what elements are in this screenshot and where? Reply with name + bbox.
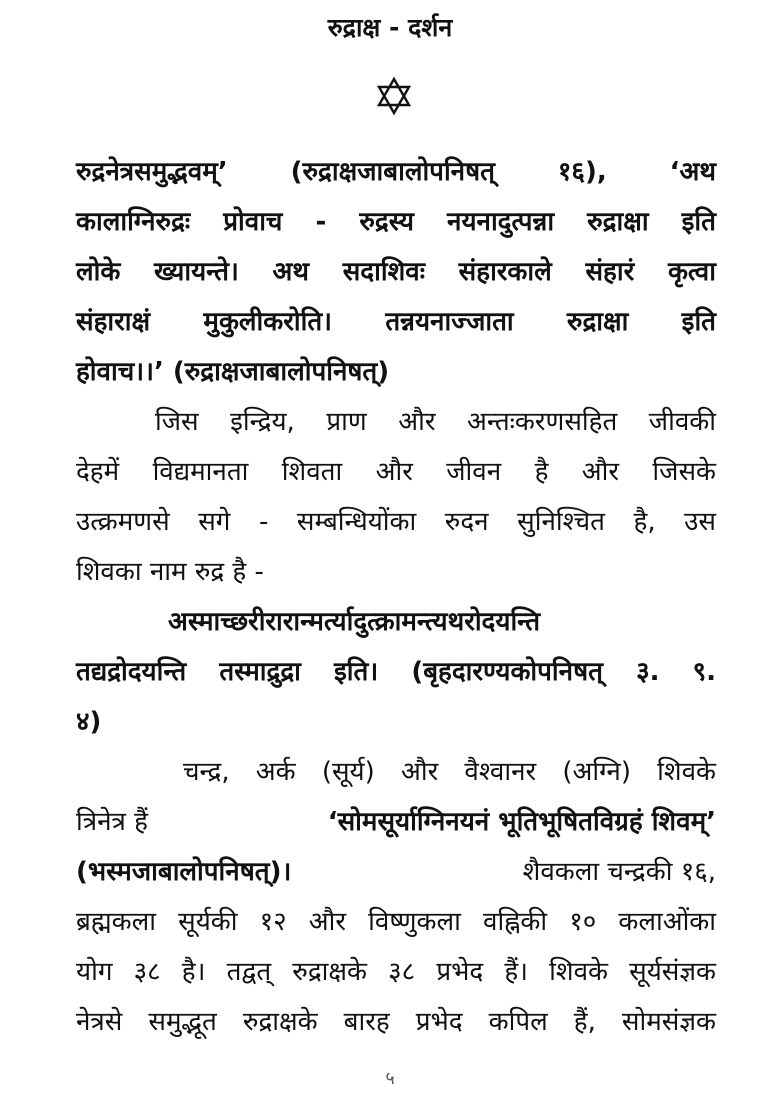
text-line-2: कालाग्निरुद्रः प्रोवाच - रुद्रस्य नयनादुत्पन्ना रुद्राक्षा इति [76,207,716,237]
text-line-18: नेत्रसे समुद्भूत रुद्राक्षके बारह प्रभेद कपिल हैं, सोमसंज्ञक [76,1007,716,1037]
text-line-6: जिस इन्द्रिय, प्राण और अन्तःकरणसहित जीवकी [155,407,716,437]
text-line-9: शिवका नाम रुद्र है - [76,557,264,587]
text-line-5: होवाच।।’ (रुद्राक्षजाबालोपनिषत्) [76,357,390,387]
text-line-10: अस्माच्छरीरारान्मर्त्यादुत्क्रामन्त्यथरोदयन्ति [168,607,541,637]
text-line-1: रुद्रनेत्रसमुद्भवम्’ (रुद्राक्षजाबालोपनिषत् १६), ‘अथ [76,157,716,187]
text-line-14 [76,804,716,840]
text-line-12: ४) [76,707,102,737]
quote-segment: ‘सोमसूर्याग्निनयनं भूतिभूषितविग्रहं शिवम्’ [327,807,716,837]
text-segment: त्रिनेत्र हैं [76,807,148,837]
text-line-8: उत्क्रमणसे सगे - सम्बन्धियोंका रुदन सुनिश्चित है, उस [76,507,716,537]
text-line-13: चन्द्र, अर्क (सूर्य) और वैश्वानर (अग्नि) शिवके [183,757,716,787]
running-head: रुद्राक्ष - दर्शन [327,13,453,42]
star-of-david-icon [374,76,414,116]
citation-segment: (भस्मजाबालोपनिषत्)। [76,857,292,887]
text-line-4: संहाराक्षं मुकुलीकरोति। तन्नयनाज्जाता रुद्राक्षा इति [76,307,716,337]
text-line-11: तद्यद्रोदयन्ति तस्माद्रुद्रा इति। (बृहदारण्यकोपनिषत् ३. ९. [76,657,716,687]
text-line-17: योग ३८ है। तद्वत् रुद्राक्षके ३८ प्रभेद हैं। शिवके सूर्यसंज्ञक [76,957,716,987]
text-line-3: लोके ख्यायन्ते। अथ सदाशिवः संहारकाले संहारं कृत्वा [76,257,716,287]
page-number: ५ [385,1068,395,1089]
text-line-16: ब्रह्मकला सूर्यकी १२ और विष्णुकला वह्निकी १० कलाओंका [76,907,716,937]
text-segment: शैवकला चन्द्रकी १६, [522,857,716,887]
text-line-15 [76,854,716,890]
text-line-7: देहमें विद्यमानता शिवता और जीवन है और जिसके [76,457,716,487]
